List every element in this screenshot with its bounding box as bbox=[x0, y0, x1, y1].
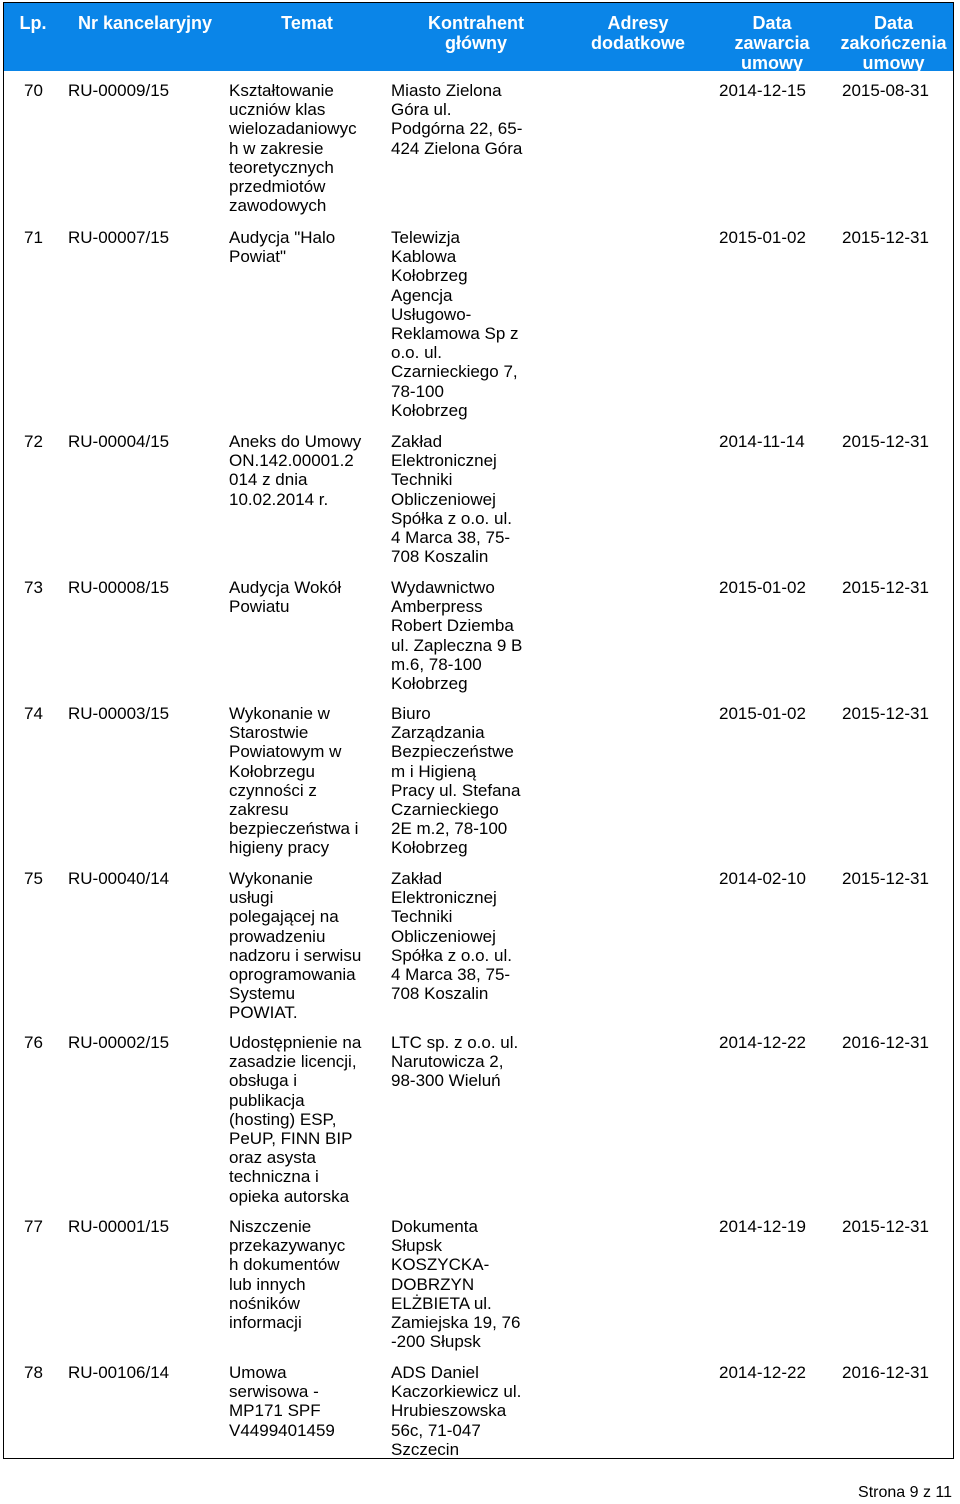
cell-lp: 77 bbox=[24, 1217, 43, 1236]
cell-nr: RU-00001/15 bbox=[68, 1217, 170, 1236]
cell-kontrahent: Biuro Zarządzania Bezpieczeństwe m i Higieną Pracy ul. Stefana Czarnieckiego 2E m.2, 78-100 Kołobrzeg bbox=[391, 704, 521, 858]
cell-lp: 76 bbox=[24, 1033, 43, 1052]
cell-kontrahent: ADS Daniel Kaczorkiewicz ul. Hrubieszowska 56c, 71-047 Szczecin bbox=[391, 1363, 522, 1459]
cell-nr: RU-00106/14 bbox=[68, 1363, 170, 1382]
header-end-date: Data zakończenia umowy bbox=[840, 13, 947, 73]
cell-lp: 74 bbox=[24, 704, 43, 723]
cell-kontrahent: Dokumenta Słupsk KOSZYCKA- DOBRZYN ELŻBIETA ul. Zamiejska 19, 76 -200 Słupsk bbox=[391, 1217, 521, 1352]
cell-kontrahent: LTC sp. z o.o. ul. Narutowicza 2, 98-300 Wieluń bbox=[391, 1033, 519, 1091]
cell-start-date: 2014-02-10 bbox=[719, 869, 806, 888]
cell-nr: RU-00040/14 bbox=[68, 869, 170, 888]
cell-temat: Aneks do Umowy ON.142.00001.2 014 z dnia 10.02.2014 r. bbox=[229, 432, 362, 509]
header-lp: Lp. bbox=[19, 13, 47, 33]
cell-temat: Wykonanie w Starostwie Powiatowym w Kołobrzegu czynności z zakresu bezpieczeństwa i higieny pracy bbox=[229, 704, 359, 858]
cell-end-date: 2015-08-31 bbox=[842, 81, 929, 100]
cell-end-date: 2015-12-31 bbox=[842, 578, 929, 597]
cell-start-date: 2015-01-02 bbox=[719, 578, 806, 597]
cell-kontrahent: Telewizja Kablowa Kołobrzeg Agencja Usługowo- Reklamowa Sp z o.o. ul. Czarnieckiego 7, 78-100 Kołobrzeg bbox=[391, 228, 519, 420]
cell-end-date: 2016-12-31 bbox=[842, 1033, 929, 1052]
cell-nr: RU-00008/15 bbox=[68, 578, 170, 597]
cell-end-date: 2015-12-31 bbox=[842, 228, 929, 247]
cell-end-date: 2016-12-31 bbox=[842, 1363, 929, 1382]
page-number: Strona 9 z 11 bbox=[858, 1484, 952, 1501]
header-temat: Temat bbox=[281, 13, 333, 33]
header-start-date: Data zawarcia umowy bbox=[734, 13, 810, 73]
cell-lp: 72 bbox=[24, 432, 43, 451]
cell-temat: Udostępnienie na zasadzie licencji, obsługa i publikacja (hosting) ESP, PeUP, FINN BIP oraz asysta techniczna i opieka autorska bbox=[229, 1033, 362, 1206]
cell-start-date: 2014-12-15 bbox=[719, 81, 806, 100]
cell-lp: 71 bbox=[24, 228, 43, 247]
cell-end-date: 2015-12-31 bbox=[842, 704, 929, 723]
cell-lp: 78 bbox=[24, 1363, 43, 1382]
cell-lp: 75 bbox=[24, 869, 43, 888]
cell-end-date: 2015-12-31 bbox=[842, 869, 929, 888]
cell-kontrahent: Zakład Elektronicznej Techniki Obliczeniowej Spółka z o.o. ul. 4 Marca 38, 75- 708 Koszalin bbox=[391, 869, 512, 1004]
cell-kontrahent: Wydawnictwo Amberpress Robert Dziemba ul. Zapleczna 9 B m.6, 78-100 Kołobrzeg bbox=[391, 578, 523, 694]
cell-start-date: 2015-01-02 bbox=[719, 704, 806, 723]
cell-nr: RU-00009/15 bbox=[68, 81, 170, 100]
header-adresy: Adresy dodatkowe bbox=[590, 13, 685, 53]
cell-start-date: 2014-12-22 bbox=[719, 1363, 806, 1382]
cell-end-date: 2015-12-31 bbox=[842, 432, 929, 451]
cell-start-date: 2014-12-22 bbox=[719, 1033, 806, 1052]
cell-temat: Audycja Wokół Powiatu bbox=[229, 578, 342, 617]
cell-lp: 73 bbox=[24, 578, 43, 597]
cell-start-date: 2014-12-19 bbox=[719, 1217, 806, 1236]
cell-temat: Umowa serwisowa - MP171 SPF V4499401459 bbox=[229, 1363, 335, 1440]
cell-nr: RU-00002/15 bbox=[68, 1033, 170, 1052]
cell-nr: RU-00003/15 bbox=[68, 704, 170, 723]
cell-temat: Kształtowanie uczniów klas wielozadaniowyc h w zakresie teoretycznych przedmiotów zawodowych bbox=[229, 81, 357, 216]
cell-kontrahent: Zakład Elektronicznej Techniki Obliczeniowej Spółka z o.o. ul. 4 Marca 38, 75- 708 Koszalin bbox=[391, 432, 512, 567]
cell-nr: RU-00004/15 bbox=[68, 432, 170, 451]
header-nr: Nr kancelaryjny bbox=[77, 13, 213, 33]
cell-start-date: 2015-01-02 bbox=[719, 228, 806, 247]
table-header bbox=[4, 3, 953, 71]
cell-lp: 70 bbox=[24, 81, 43, 100]
header-kontrahent: Kontrahent główny bbox=[428, 13, 524, 53]
cell-kontrahent: Miasto Zielona Góra ul. Podgórna 22, 65- 424 Zielona Góra bbox=[391, 81, 523, 158]
contracts-table bbox=[3, 2, 954, 1459]
cell-start-date: 2014-11-14 bbox=[719, 432, 805, 451]
cell-temat: Wykonanie usługi polegającej na prowadzeniu nadzoru i serwisu oprogramowania Systemu POWIAT. bbox=[229, 869, 362, 1023]
cell-nr: RU-00007/15 bbox=[68, 228, 170, 247]
cell-temat: Audycja "Halo Powiat" bbox=[229, 228, 336, 267]
cell-end-date: 2015-12-31 bbox=[842, 1217, 929, 1236]
cell-temat: Niszczenie przekazywanyc h dokumentów lub innych nośników informacji bbox=[229, 1217, 346, 1333]
